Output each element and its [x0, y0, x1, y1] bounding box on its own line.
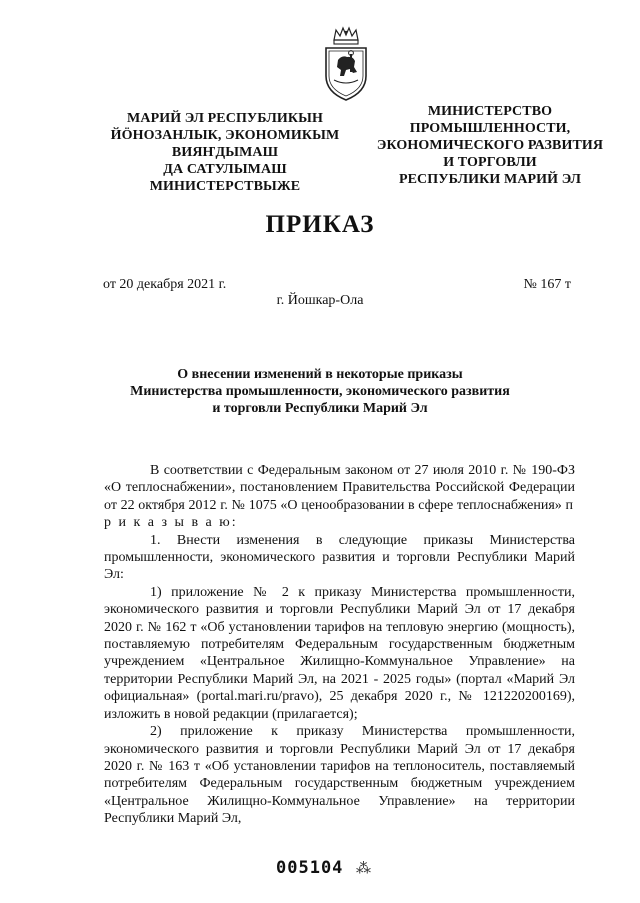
header-right-line: ЭКОНОМИЧЕСКОГО РАЗВИТИЯ [376, 138, 604, 153]
decorative-star-icon: ⁂ [356, 861, 371, 877]
item-1-2-paragraph: 2) приложение к приказу Министерства промышленности, экономического развития и торговли Республики Марий Эл от 17 декабря 2020 г. № 163 т «Об установлении тарифов на теплоноситель, поставляемый потребителям Федеральным государственным бюджетным учреждением «Центральное Жилищно-Коммунальное Управление» на территории Республики Марий Эл, [104, 724, 575, 827]
header-left-mari [90, 110, 360, 195]
header-right-line: МИНИСТЕРСТВО [427, 104, 553, 119]
header-left-line: ЙӦНОЗАНЛЫК, ЭКОНОМИКЫМ [110, 128, 340, 143]
order-word: п р и к а з ы в а ю: [104, 497, 575, 531]
order-date: от 20 декабря 2021 г. [103, 277, 227, 292]
form-serial-number: 005104 [276, 858, 344, 878]
header-right-russian [360, 103, 620, 188]
header-left-line: ВИЯҤДЫМАШ [171, 145, 279, 160]
item-1-1-paragraph: 1) приложение № 2 к приказу Министерства промышленности, экономического развития и торговли Республики Марий Эл от 17 декабря 2020 г. № 162 т «Об установлении тарифов на тепловую энергию (мощность), поставляемую потребителям Федеральным государственным бюджетным учреждением «Центральное Жилищно-Коммунальное Управление» на территории Республики Марий Эл, на 2021 - 2025 годы» (портал «Марий Эл официальная» (portal.mari.ru/pravo), 25 декабря 2020 г., № 121220200169), изложить в новой редакции (прилагается); [104, 584, 575, 722]
header-right-line: ПРОМЫШЛЕННОСТИ, [409, 121, 571, 136]
coat-of-arms-emblem [322, 26, 370, 102]
item-1-paragraph: 1. Внести изменения в следующие приказы Министерства промышленности, экономического развития и торговли Республики Марий Эл: [104, 532, 575, 583]
intro-text: В соответствии с Федеральным законом от 27 июля 2010 г. № 190-ФЗ «О теплоснабжении», постановлением Правительства Российской Федерации от 22 октября 2012 г. № 1075 «О ценообразовании в сфере теплоснабжения» [104, 463, 575, 513]
subject-line: и торговли Республики Марий Эл [212, 401, 428, 416]
intro-paragraph [104, 462, 575, 532]
header-right-line: И ТОРГОВЛИ [443, 155, 537, 170]
order-body [104, 462, 575, 828]
subject-line: О внесении изменений в некоторые приказы [177, 367, 463, 382]
header-left-line: МАРИЙ ЭЛ РЕСПУБЛИКЫН [127, 111, 323, 126]
header-right-line: РЕСПУБЛИКИ МАРИЙ ЭЛ [398, 172, 582, 187]
order-city: г. Йошкар-Ола [276, 293, 364, 308]
subject-line: Министерства промышленности, экономического развития [130, 384, 510, 399]
header-left-line: ДА САТУЛЫМАШ [163, 162, 287, 177]
header-left-line: МИНИСТЕРСТВЫЖЕ [149, 179, 301, 194]
order-number: № 167 т [523, 277, 571, 292]
order-subject [60, 366, 580, 417]
document-title: ПРИКАЗ [265, 211, 375, 238]
